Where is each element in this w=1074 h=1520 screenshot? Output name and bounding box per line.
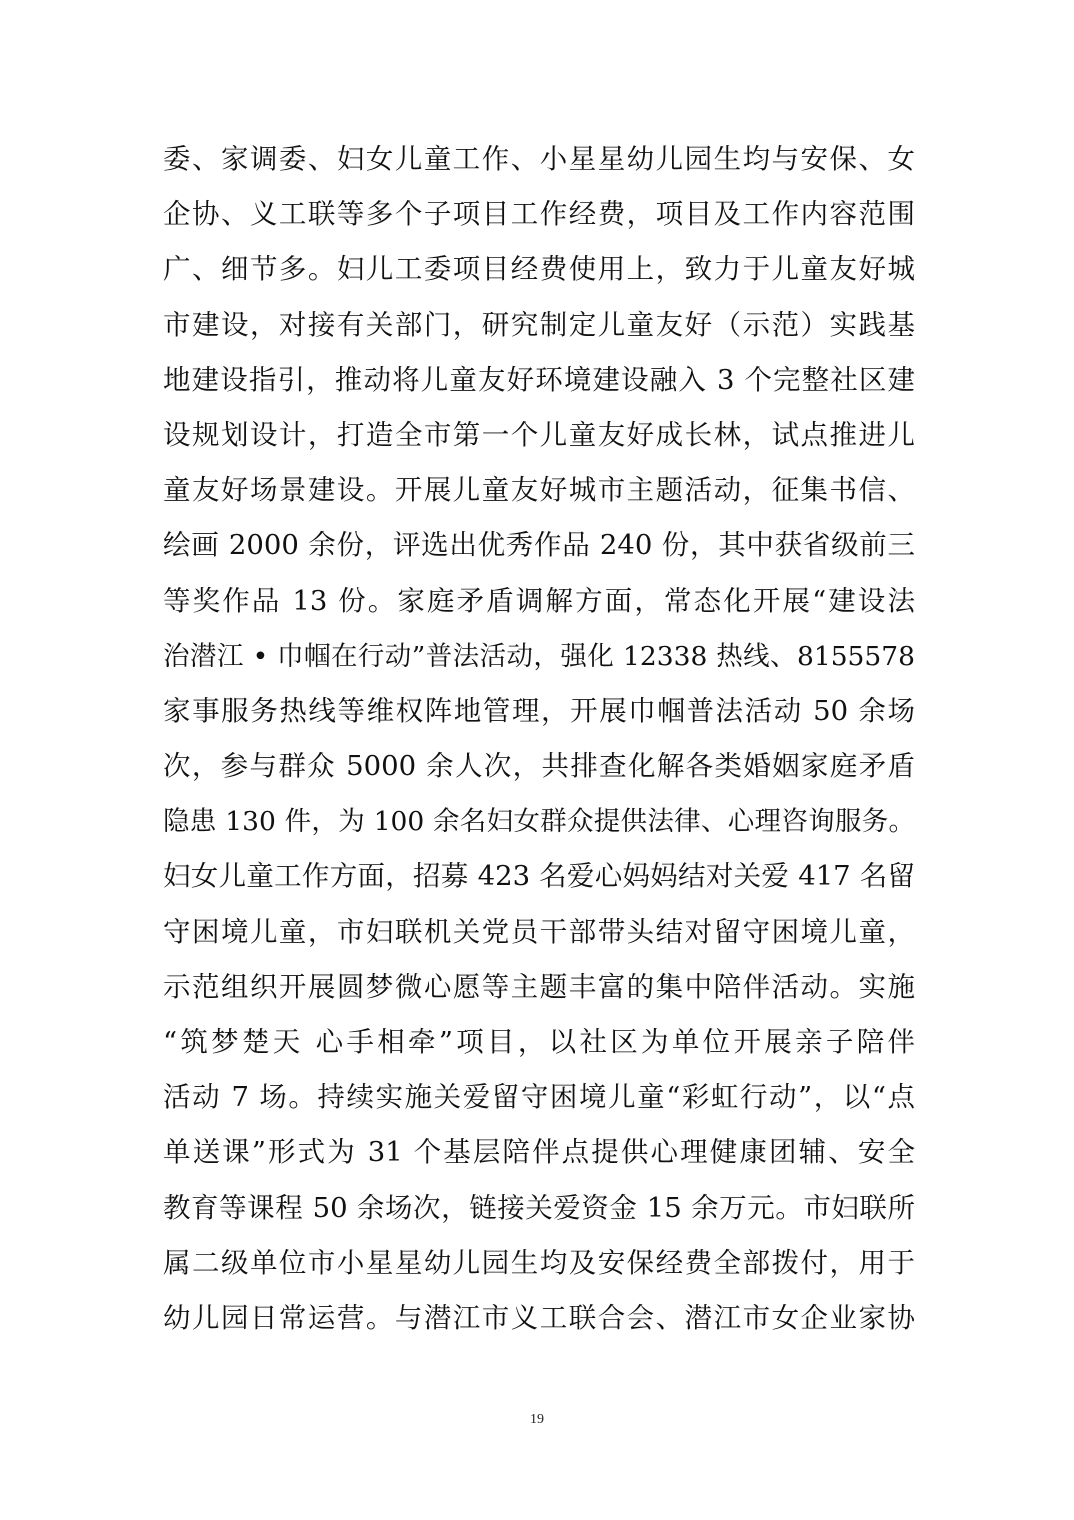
text-line: 企协、义工联等多个子项目工作经费，项目及工作内容范围 bbox=[163, 198, 915, 231]
text-line: 治潜江 • 巾帼在行动”普法活动，强化 12338 热线、8155578 bbox=[163, 640, 915, 672]
text-line: 幼儿园日常运营。与潜江市义工联合会、潜江市女企业家协 bbox=[163, 1301, 915, 1334]
text-line: 绘画 2000 余份，评选出优秀作品 240 份，其中获省级前三 bbox=[163, 529, 915, 562]
text-line: 地建设指引，推动将儿童友好环境建设融入 3 个完整社区建 bbox=[163, 363, 915, 396]
text-line: 守困境儿童，市妇联机关党员干部带头结对留守困境儿童， bbox=[163, 915, 915, 948]
text-line: 家事服务热线等维权阵地管理，开展巾帼普法活动 50 余场 bbox=[163, 694, 915, 727]
text-line: 属二级单位市小星星幼儿园生均及安保经费全部拨付，用于 bbox=[163, 1246, 915, 1279]
text-line: 次，参与群众 5000 余人次，共排查化解各类婚姻家庭矛盾 bbox=[163, 750, 915, 783]
text-line: “筑梦楚天 心手相牵”项目，以社区为单位开展亲子陪伴 bbox=[163, 1026, 915, 1058]
text-line: 妇女儿童工作方面，招募 423 名爱心妈妈结对关爱 417 名留 bbox=[163, 860, 915, 893]
text-line: 示范组织开展圆梦微心愿等主题丰富的集中陪伴活动。实施 bbox=[163, 970, 915, 1003]
text-line: 广、细节多。妇儿工委项目经费使用上，致力于儿童友好城 bbox=[163, 253, 915, 286]
text-line: 隐患 130 件，为 100 余名妇女群众提供法律、心理咨询服务。 bbox=[163, 806, 915, 838]
text-line: 单送课”形式为 31 个基层陪伴点提供心理健康团辅、安全 bbox=[163, 1136, 915, 1169]
page-number: 19 bbox=[530, 1412, 544, 1427]
text-line: 教育等课程 50 余场次，链接关爱资金 15 余万元。市妇联所 bbox=[163, 1191, 915, 1224]
text-line: 设规划设计，打造全市第一个儿童友好成长林，试点推进儿 bbox=[163, 418, 915, 451]
text-line: 委、家调委、妇女儿童工作、小星星幼儿园生均与安保、女 bbox=[163, 143, 915, 175]
text-line: 市建设，对接有关部门，研究制定儿童友好（示范）实践基 bbox=[163, 308, 915, 341]
body-text bbox=[163, 132, 915, 1346]
text-line: 童友好场景建设。开展儿童友好城市主题活动，征集书信、 bbox=[163, 474, 915, 507]
text-line: 活动 7 场。持续实施关爱留守困境儿童“彩虹行动”，以“点 bbox=[163, 1081, 915, 1114]
text-line: 等奖作品 13 份。家庭矛盾调解方面，常态化开展“建设法 bbox=[163, 584, 915, 617]
